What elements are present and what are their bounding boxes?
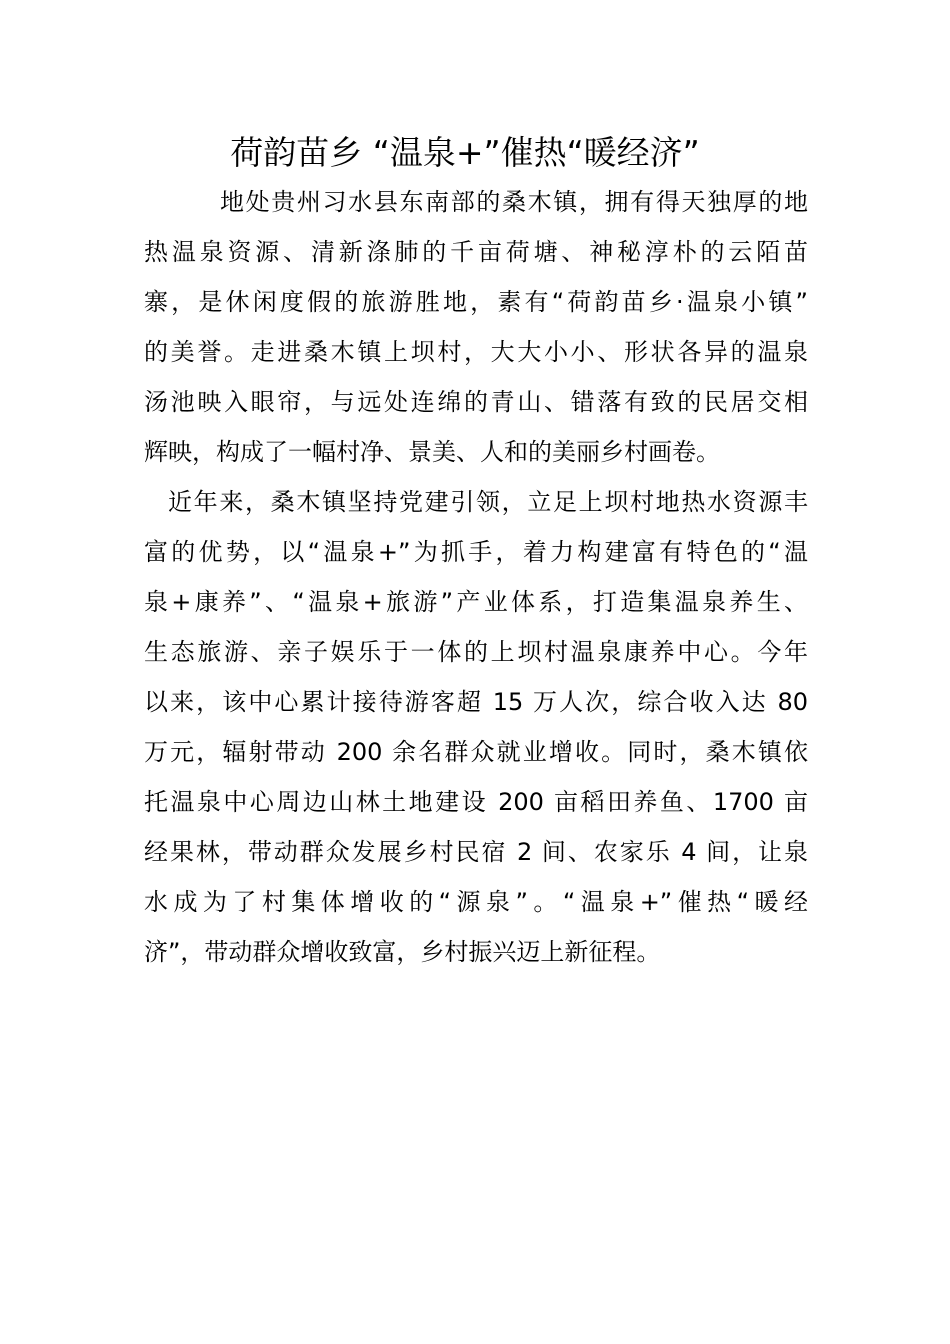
paragraph-line: 富的优势，以“温泉+”为抓手，着力构建富有特色的“温 — [144, 538, 808, 566]
paragraph-line: 近年来，桑木镇坚持党建引领，立足上坝村地热水资源丰 — [168, 488, 808, 516]
paragraph-2 — [144, 477, 808, 977]
paragraph-1 — [144, 177, 808, 477]
paragraph-line: 以来，该中心累计接待游客超 15 万人次，综合收入达 80 — [144, 688, 808, 716]
paragraph-line: 经果林，带动群众发展乡村民宿 2 间、农家乐 4 间，让泉 — [144, 838, 808, 866]
paragraph-line: 汤池映入眼帘，与远处连绵的青山、错落有致的民居交相 — [144, 388, 808, 416]
document-body — [144, 177, 808, 977]
paragraph-line: 济”，带动群众增收致富，乡村振兴迈上新征程。 — [144, 938, 661, 966]
paragraph-line: 泉+康养”、“温泉+旅游”产业体系，打造集温泉养生、 — [144, 588, 808, 616]
paragraph-line: 万元，辐射带动 200 余名群众就业增收。同时，桑木镇依 — [144, 738, 808, 766]
paragraph-line: 辉映，构成了一幅村净、景美、人和的美丽乡村画卷。 — [144, 438, 720, 466]
paragraph-line: 托温泉中心周边山林土地建设 200 亩稻田养鱼、1700 亩 — [144, 788, 808, 816]
paragraph-line: 地处贵州习水县东南部的桑木镇，拥有得天独厚的地 — [220, 188, 808, 216]
paragraph-line: 热温泉资源、清新涤肺的千亩荷塘、神秘淳朴的云陌苗 — [144, 238, 808, 266]
paragraph-line: 的美誉。走进桑木镇上坝村，大大小小、形状各异的温泉 — [144, 338, 808, 366]
paragraph-line: 寨，是休闲度假的旅游胜地，素有“荷韵苗乡·温泉小镇” — [144, 288, 808, 316]
document-title: 荷韵苗乡 “温泉+”催热“暖经济” — [230, 133, 700, 172]
paragraph-line: 生态旅游、亲子娱乐于一体的上坝村温泉康养中心。今年 — [144, 638, 808, 666]
paragraph-line: 水成为了村集体增收的“源泉”。“温泉+”催热“暖经 — [144, 888, 808, 916]
